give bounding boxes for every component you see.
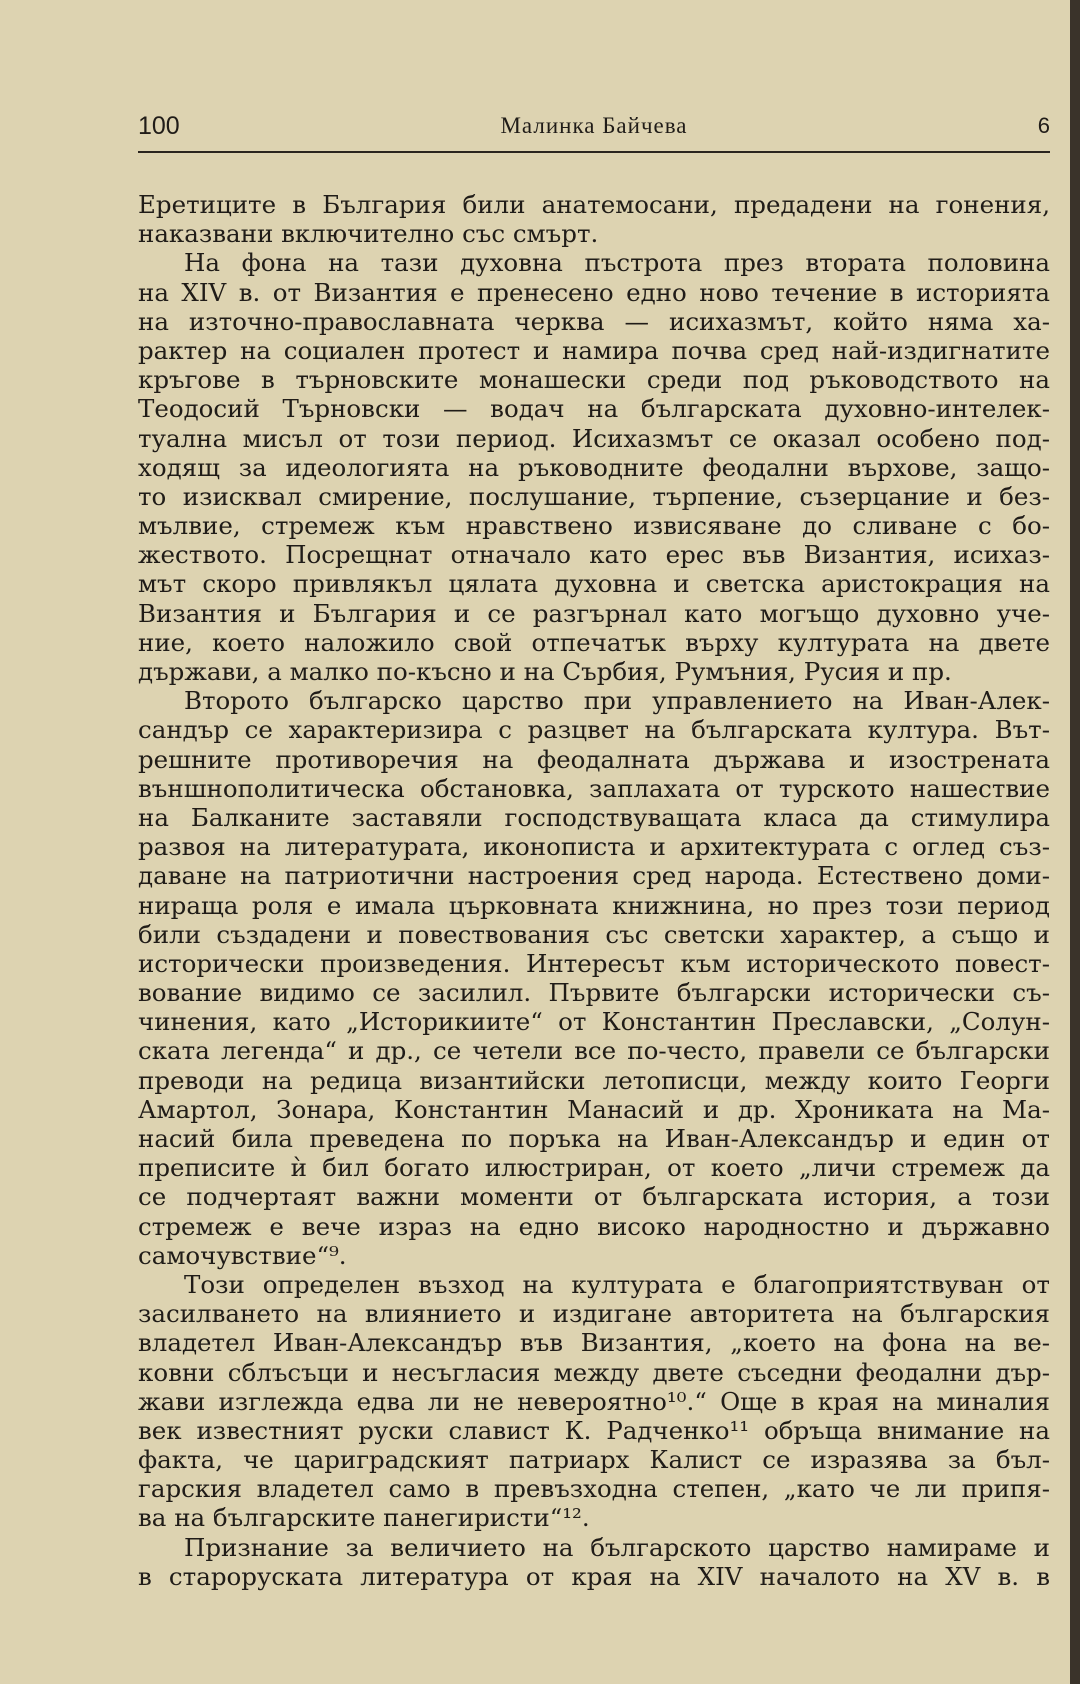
text-line: преписите ѝ бил богато илюстриран, от което „личи стремеж да xyxy=(138,1153,1050,1183)
text-line: исторически произведения. Интересът към историческото повест- xyxy=(138,948,1050,978)
text-line: Второто българско царство при управлението на Иван-Алек- xyxy=(184,686,1050,716)
text-line: стремеж е вече израз на едно високо народностно и държавно xyxy=(138,1211,1050,1241)
text-line: Теодосий Търновски — водач на българската духовно-интелек- xyxy=(138,394,1050,424)
text-line: жеството. Посрещнат отначало като ерес във Византия, исихаз- xyxy=(138,540,1050,570)
text-line: на XIV в. от Византия е пренесено едно ново течение в историята xyxy=(138,277,1050,307)
page-number: 100 xyxy=(138,112,180,140)
text-line: на източно-православната черква — исихазмът, който няма ха- xyxy=(138,306,1050,336)
text-line: ние, което наложило свой отпечатък върху културата на двете xyxy=(138,627,1050,657)
text-line: мълвие, стремеж към нравствено извисяване до сливане с бо- xyxy=(138,511,1050,541)
text-line: гарския владетел само в превъзходна степен, „като че ли припя- xyxy=(138,1474,1050,1504)
text-line: Признание за величието на българското царство намираме и xyxy=(184,1532,1050,1562)
text-line: сандър се характеризира с разцвет на българската култура. Вът- xyxy=(138,715,1050,745)
text-line: на Балканите заставяли господствуващата класа да стимулира xyxy=(138,802,1050,832)
text-line: факта, че цариградският патриарх Калист се изразява за бъл- xyxy=(138,1445,1050,1475)
text-line: преводи на редица византийски летописци, между които Георги xyxy=(138,1065,1050,1095)
text-line: чинения, като „Историкиите“ от Константин Преславски, „Солун- xyxy=(138,1007,1050,1037)
text-line: се подчертаят важни моменти от българската история, а този xyxy=(138,1182,1050,1212)
text-line: жави изглежда едва ли не невероятно¹⁰.“ Още в края на миналия xyxy=(138,1386,1050,1416)
text-line: мът скоро привлякъл цялата духовна и светска аристокрация на xyxy=(138,569,1050,599)
text-line: ската легенда“ и др., се четели все по-често, правели се български xyxy=(138,1036,1050,1066)
body-text xyxy=(138,190,1050,1591)
page-edge xyxy=(1070,0,1080,1684)
text-line: На фона на тази духовна пъстрота през втората половина xyxy=(184,248,1050,278)
page-header xyxy=(138,108,1050,144)
text-line: век известният руски славист К. Радченко¹¹ обръща внимание на xyxy=(138,1415,1050,1445)
sheet-mark: 6 xyxy=(1037,113,1050,138)
text-line: вование видимо се засилил. Първите български исторически съ- xyxy=(138,978,1050,1008)
text-line: самочувствие“⁹. xyxy=(138,1240,347,1270)
text-line: Еретиците в България били анатемосани, предадени на гонения, xyxy=(138,190,1050,219)
text-line: то изисквал смирение, послушание, търпение, съзерцание и без- xyxy=(138,481,1050,511)
text-line: наказвани включително със смърт. xyxy=(138,219,599,249)
running-head-author: Малинка Байчева xyxy=(500,113,688,138)
text-line: в староруската литература от края на XIV началото на XV в. в xyxy=(138,1561,1050,1591)
text-line: туална мисъл от този период. Исихазмът се оказал особено под- xyxy=(138,423,1050,453)
text-line: държави, а малко по-късно и на Сърбия, Румъния, Русия и пр. xyxy=(138,657,952,686)
text-line: даване на патриотични настроения сред народа. Естествено доми- xyxy=(138,861,1050,891)
text-line: рактер на социален протест и намира почва сред най-издигнатите xyxy=(138,335,1050,365)
text-line: развоя на литературата, иконописта и архитектурата с оглед съз- xyxy=(138,832,1050,862)
text-line: кръгове в търновските монашески среди под ръководството на xyxy=(138,365,1050,395)
text-line: засилването на влиянието и издигане авторитета на българския xyxy=(138,1299,1050,1329)
text-line: ковни сблъсъци и несъгласия между двете съседни феодални дър- xyxy=(138,1357,1050,1387)
text-line: ходящ за идеологията на ръководните феодални върхове, защо- xyxy=(138,452,1050,482)
text-line: били създадени и повествования със светски характер, а също и xyxy=(138,919,1050,949)
text-line: Този определен възход на културата е благоприятствуван от xyxy=(184,1269,1050,1299)
text-line: решните противоречия на феодалната държава и изострената xyxy=(138,744,1050,774)
header-rule xyxy=(138,151,1050,153)
text-line: външнополитическа обстановка, заплахата от турското нашествие xyxy=(138,773,1050,803)
text-line: нираща роля е имала църковната книжнина, но през този период xyxy=(138,890,1050,920)
text-line: насий била преведена по поръка на Иван-Александър и един от xyxy=(138,1124,1050,1153)
text-line: владетел Иван-Александър във Византия, „което на фона на ве- xyxy=(138,1328,1050,1358)
text-line: ва на българските панегиристи“¹². xyxy=(138,1503,590,1533)
text-line: Византия и България и се разгърнал като могъщо духовно уче- xyxy=(138,598,1050,628)
text-line: Амартол, Зонара, Константин Манасий и др. Хрониката на Ма- xyxy=(138,1094,1050,1124)
